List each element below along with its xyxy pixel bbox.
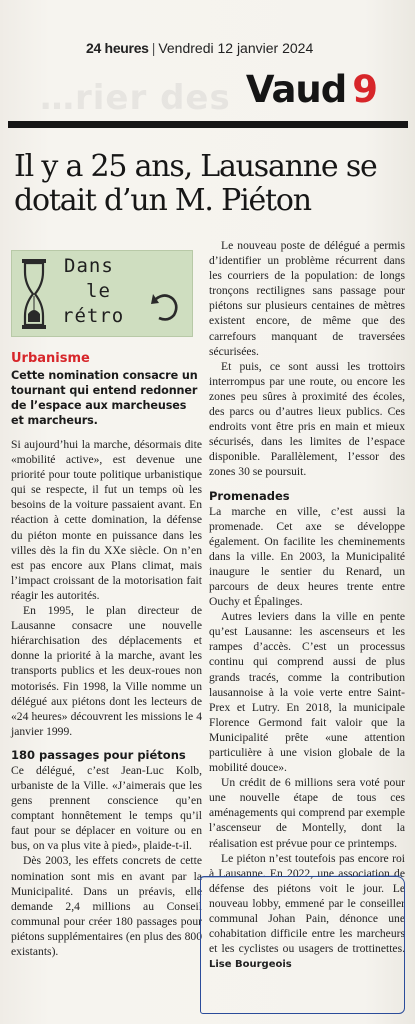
hourglass-icon — [21, 258, 47, 330]
right-body — [209, 238, 405, 972]
issue-date: Vendredi 12 janvier 2024 — [158, 40, 314, 56]
circular-arrow-icon — [150, 291, 180, 323]
paragraph: Un crédit de 6 millions sera voté pour une nouvelle étape de tous ces aménagements qui comprend par exemple l’ascenseur de Montelly, dont la réalisation est prévue pour ce printemps. — [209, 776, 405, 850]
paragraph: Et puis, ce sont aussi les trottoirs interrompus par une route, ou encore les zones peu sûres à proximité des écoles, des parcs ou d’autres lieux publics. Ces endroits vont être pris en main et mieux sécurisés, dans les limites de l’espace disponible. Parallèlement, l’essor des zones 30 se poursuit. — [209, 359, 405, 479]
bleed-through-text: …rier des — [40, 78, 231, 118]
section-rule — [8, 121, 408, 128]
subheading: 180 passages pour piétons — [11, 747, 186, 762]
paragraph: La marche en ville, c’est aussi la promenade. Cet axe se développe également. On facilite les cheminements dans la ville. En 2003, la Municipalité inaugure le sentier du Renard, un parcours de deux heures trente entre Ouchy et Épalinges. — [209, 504, 405, 609]
subheading: Promenades — [209, 488, 290, 503]
page-number: 9 — [352, 68, 377, 111]
section-heading — [246, 68, 377, 112]
newspaper-brand: 24 heures — [86, 40, 149, 56]
paragraph: Dès 2003, les effets concrets de cette nomination sont mis en avant par la Municipalité. Dans un préavis, elle demande 2,4 millions au Conseil communal pour créer 180 passages pour piétons supplémentaires (en plus des 800 existants). — [11, 854, 202, 958]
article-lead: Cette nomination consacre un tournant qui entend redonner de l’espace aux marcheuses et marcheurs. — [11, 369, 198, 427]
paragraph — [209, 851, 405, 973]
paragraph: Autres leviers dans la ville en pente qu’est Lausanne: les ascenseurs et les rampes d’accès. C’est un processus continu qui comprend aussi de plus grands tracés, comme la contribution lausannoise à la voie verte entre Saint-Prex et Lutry. En 2018, la municipale Florence Germond fait valoir que la Municipalité prête «une attention particulière à une vision globale de la mobilité douce». — [209, 610, 405, 775]
section-name: Vaud — [245, 68, 347, 111]
author-signature: Lise Bourgeois — [209, 959, 292, 971]
article-headline: Il y a 25 ans, Lausanne se dotait d’un M. Piéton — [14, 149, 377, 218]
paragraph: Ce délégué, c’est Jean-Luc Kolb, urbaniste de la Ville. «J’aimerais que les gens prennent conscience qu’en comptant honnêtement le temps qu’il faut pour se déplacer en voiture ou en bus, on va plus vite à pied», plaide-t-il. — [11, 763, 202, 853]
masthead — [86, 40, 313, 58]
logo-line-2: le — [86, 280, 111, 302]
article-kicker: Urbanisme — [11, 351, 90, 366]
paragraph: Si aujourd’hui la marche, désormais dite «mobilité active», est devenue une priorité pour toute politique urbanistique qui se respecte, il fut un temps où les besoins de la voiture passaient avant. En réaction à cette domination, la défense du piéton monte en puissance dans les villes dès la fin du XXe siècle. On n’en est pas encore aux Plans climat, mais l’impact croissant de la motorisation fait réagir les autorités. — [11, 438, 202, 602]
right-column — [209, 238, 405, 972]
paragraph: En 1995, le plan directeur de Lausanne consacre une nouvelle hiérarchisation des déplacements et donne la priorité à la marche, avant les transports publics et les deux-roues non motorisés. Fin 1998, la Ville nomme un délégué aux piétons dont les lecteurs de «24 heures» découvrent les missions le 4 janvier 1999. — [11, 604, 202, 738]
logo-line-3: rétro — [62, 305, 125, 327]
left-body — [11, 437, 202, 959]
masthead-separator: | — [151, 40, 156, 56]
paragraph-text: Le piéton n’est toutefois pas encore roi à Lausanne. En 2022, une association de défense des piétons voit le jour. Le nouveau lobby, emmené par le conseiller communal Johan Pain, dénonce une cohabitation difficile entre les marcheurs et les cyclistes ou usagers de trottinettes. — [209, 851, 405, 956]
left-column — [11, 246, 202, 959]
logo-title — [56, 254, 156, 329]
dans-le-retro-logo — [11, 250, 193, 337]
paragraph: Le nouveau poste de délégué a permis d’identifier un problème récurrent dans les courriers de la population: de longs tronçons rectilignes sans passage pour piétons sur plusieurs centaines de mètres existent encore, de même que des carrefours manquant de traversées sécurisées. — [209, 239, 405, 358]
logo-line-1: Dans — [64, 255, 114, 277]
